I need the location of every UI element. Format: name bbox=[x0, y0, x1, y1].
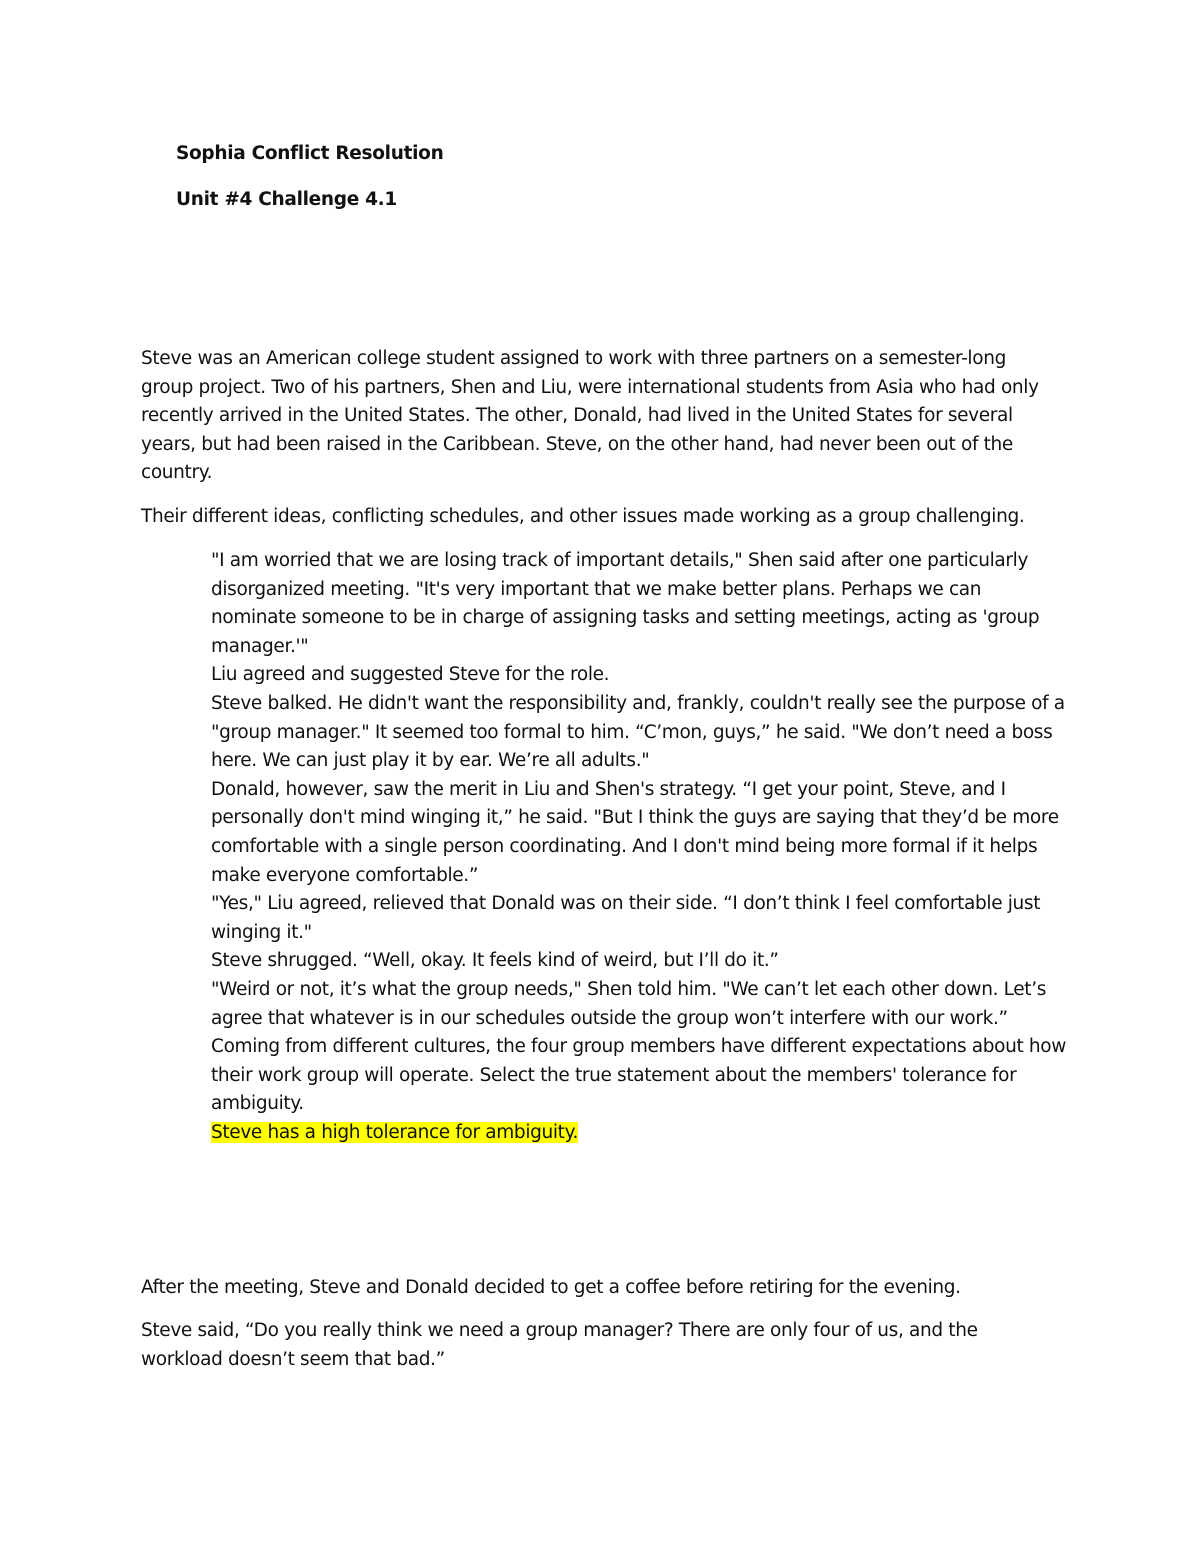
question-prompt: Coming from different cultures, the four group members have different expectations about how their work group will operate. Select the true statement about the members' tolerance for ambiguity. bbox=[211, 1036, 1067, 1115]
context-paragraph: Their different ideas, conflicting schedules, and other issues made working as a group challenging. bbox=[141, 506, 1025, 527]
after-paragraph: After the meeting, Steve and Donald decided to get a coffee before retiring for the evening. bbox=[141, 1277, 961, 1298]
intro-paragraph: Steve was an American college student assigned to work with three partners on a semester-long group project. Two of his partners, Shen and Liu, were international students from Asia who had only recently arrived in the United States. The other, Donald, had lived in the United States for several years, but had been raised in the Caribbean. Steve, on the other hand, had never been out of the country. bbox=[141, 348, 1039, 484]
highlighted-answer: Steve has a high tolerance for ambiguity. bbox=[211, 1121, 579, 1143]
dialogue-line: Steve shrugged. “Well, okay. It feels kind of weird, but I’ll do it.” bbox=[211, 950, 779, 972]
closing-paragraph: Steve said, “Do you really think we need a group manager? There are only four of us, and the workload doesn’t seem that bad.” bbox=[141, 1320, 978, 1370]
dialogue-line: Donald, however, saw the merit in Liu and Shen's strategy. “I get your point, Steve, and I personally don't mind winging it,” he said. "But I think the guys are saying that they’d be more comfortable with a single person coordinating. And I don't mind being more formal if it helps make everyone comfortable.” bbox=[211, 778, 1059, 886]
dialogue-line: "Weird or not, it’s what the group needs," Shen told him. "We can’t let each other down. Let’s agree that whatever is in our schedules outside the group won’t interfere with our work.” bbox=[211, 978, 1047, 1029]
answer-line bbox=[211, 1119, 1071, 1148]
document-title: Sophia Conflict Resolution bbox=[176, 143, 444, 164]
dialogue-line: Liu agreed and suggested Steve for the role. bbox=[211, 664, 610, 686]
document-subtitle: Unit #4 Challenge 4.1 bbox=[176, 189, 397, 210]
dialogue-line: "I am worried that we are losing track of important details," Shen said after one particularly disorganized meeting. "It's very important that we make better plans. Perhaps we can nominate someone to be in charge of assigning tasks and setting meetings, acting as 'group manager.'" bbox=[211, 550, 1040, 657]
dialogue-line: "Yes," Liu agreed, relieved that Donald was on their side. “I don’t think I feel comfortable just winging it." bbox=[211, 893, 1041, 943]
dialogue-block bbox=[211, 547, 1071, 1147]
dialogue-line: Steve balked. He didn't want the responsibility and, frankly, couldn't really see the purpose of a "group manager." It seemed too formal to him. “C’mon, guys,” he said. "We don’t need a boss here. We can just play it by ear. We’re all adults." bbox=[211, 692, 1065, 772]
